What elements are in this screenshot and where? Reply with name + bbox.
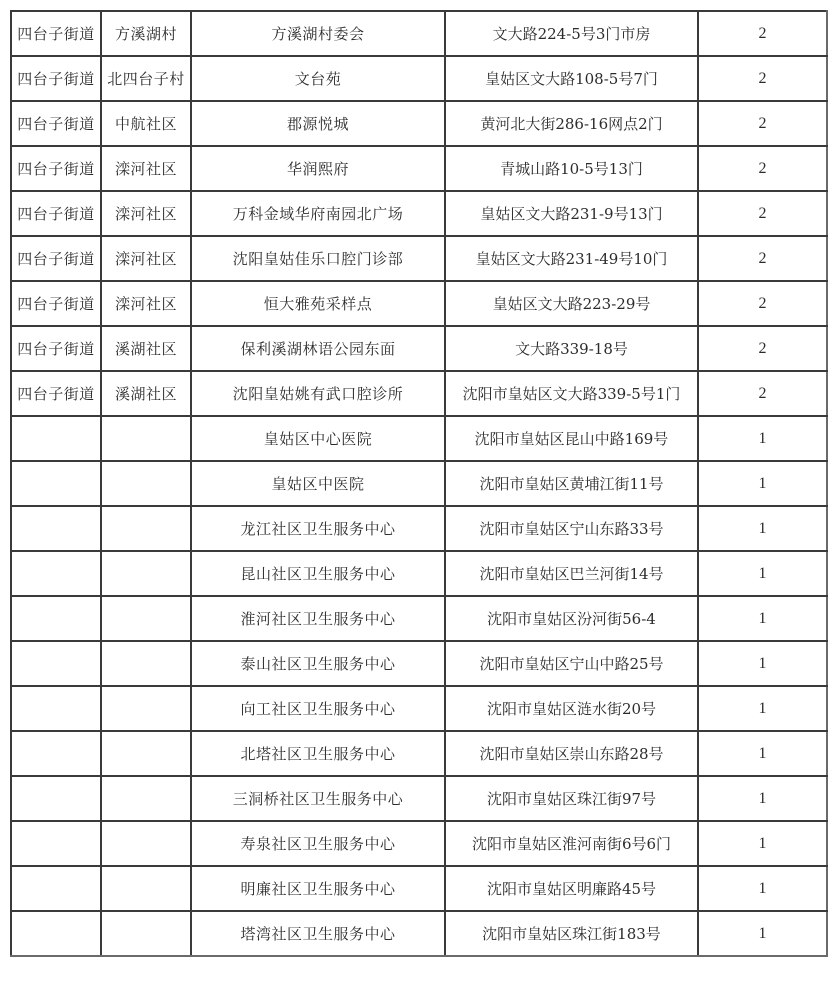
address-cell: 青城山路10-5号13门 <box>445 146 698 191</box>
table-row <box>11 686 827 731</box>
address-cell: 沈阳市皇姑区珠江街183号 <box>445 911 698 956</box>
address-cell: 沈阳市皇姑区崇山东路28号 <box>445 731 698 776</box>
count-cell: 2 <box>698 146 827 191</box>
table-row <box>11 56 827 101</box>
address-cell: 沈阳市皇姑区宁山东路33号 <box>445 506 698 551</box>
community-cell <box>101 416 191 461</box>
street-cell: 四台子街道 <box>11 146 101 191</box>
site-name-cell: 北塔社区卫生服务中心 <box>191 731 445 776</box>
count-cell: 2 <box>698 236 827 281</box>
community-cell <box>101 911 191 956</box>
count-cell: 2 <box>698 11 827 56</box>
address-cell: 文大路339-18号 <box>445 326 698 371</box>
site-name-cell: 向工社区卫生服务中心 <box>191 686 445 731</box>
street-cell: 四台子街道 <box>11 281 101 326</box>
community-cell: 中航社区 <box>101 101 191 146</box>
street-cell <box>11 866 101 911</box>
address-cell: 沈阳市皇姑区涟水街20号 <box>445 686 698 731</box>
count-cell: 2 <box>698 371 827 416</box>
community-cell <box>101 641 191 686</box>
community-cell: 滦河社区 <box>101 281 191 326</box>
street-cell <box>11 416 101 461</box>
street-cell: 四台子街道 <box>11 371 101 416</box>
site-name-cell: 淮河社区卫生服务中心 <box>191 596 445 641</box>
table-row <box>11 281 827 326</box>
street-cell: 四台子街道 <box>11 101 101 146</box>
count-cell: 1 <box>698 416 827 461</box>
site-name-cell: 昆山社区卫生服务中心 <box>191 551 445 596</box>
site-name-cell: 万科金域华府南园北广场 <box>191 191 445 236</box>
table-body <box>11 11 827 956</box>
table-row <box>11 146 827 191</box>
community-cell <box>101 686 191 731</box>
table-row <box>11 236 827 281</box>
table-row <box>11 866 827 911</box>
site-name-cell: 皇姑区中心医院 <box>191 416 445 461</box>
table-row <box>11 596 827 641</box>
table-row <box>11 911 827 956</box>
table-row <box>11 776 827 821</box>
site-name-cell: 三洞桥社区卫生服务中心 <box>191 776 445 821</box>
site-name-cell: 方溪湖村委会 <box>191 11 445 56</box>
site-name-cell: 恒大雅苑采样点 <box>191 281 445 326</box>
community-cell: 滦河社区 <box>101 191 191 236</box>
address-cell: 沈阳市皇姑区昆山中路169号 <box>445 416 698 461</box>
address-cell: 沈阳市皇姑区明廉路45号 <box>445 866 698 911</box>
address-cell: 黄河北大街286-16网点2门 <box>445 101 698 146</box>
table-row <box>11 551 827 596</box>
count-cell: 1 <box>698 551 827 596</box>
count-cell: 1 <box>698 866 827 911</box>
count-cell: 1 <box>698 461 827 506</box>
community-cell <box>101 821 191 866</box>
table-row <box>11 461 827 506</box>
table-row <box>11 191 827 236</box>
table-row <box>11 416 827 461</box>
site-name-cell: 华润熙府 <box>191 146 445 191</box>
table-row <box>11 371 827 416</box>
address-cell: 文大路224-5号3门市房 <box>445 11 698 56</box>
site-name-cell: 明廉社区卫生服务中心 <box>191 866 445 911</box>
community-cell <box>101 776 191 821</box>
address-cell: 皇姑区文大路231-49号10门 <box>445 236 698 281</box>
address-cell: 皇姑区文大路108-5号7门 <box>445 56 698 101</box>
street-cell <box>11 821 101 866</box>
count-cell: 2 <box>698 281 827 326</box>
table-row <box>11 641 827 686</box>
count-cell: 1 <box>698 776 827 821</box>
community-cell: 溪湖社区 <box>101 371 191 416</box>
street-cell <box>11 461 101 506</box>
count-cell: 1 <box>698 731 827 776</box>
count-cell: 1 <box>698 686 827 731</box>
count-cell: 2 <box>698 56 827 101</box>
street-cell: 四台子街道 <box>11 236 101 281</box>
street-cell <box>11 551 101 596</box>
count-cell: 1 <box>698 911 827 956</box>
address-cell: 皇姑区文大路223-29号 <box>445 281 698 326</box>
count-cell: 1 <box>698 506 827 551</box>
table-row <box>11 506 827 551</box>
table-row <box>11 101 827 146</box>
address-cell: 沈阳市皇姑区汾河街56-4 <box>445 596 698 641</box>
street-cell <box>11 686 101 731</box>
site-name-cell: 塔湾社区卫生服务中心 <box>191 911 445 956</box>
community-cell: 北四台子村 <box>101 56 191 101</box>
table-row <box>11 326 827 371</box>
site-name-cell: 保利溪湖林语公园东面 <box>191 326 445 371</box>
community-cell <box>101 506 191 551</box>
sampling-sites-sheet <box>10 10 828 957</box>
count-cell: 1 <box>698 596 827 641</box>
site-name-cell: 寿泉社区卫生服务中心 <box>191 821 445 866</box>
site-name-cell: 沈阳皇姑姚有武口腔诊所 <box>191 371 445 416</box>
address-cell: 沈阳市皇姑区巴兰河街14号 <box>445 551 698 596</box>
count-cell: 1 <box>698 641 827 686</box>
address-cell: 沈阳市皇姑区文大路339-5号1门 <box>445 371 698 416</box>
community-cell <box>101 551 191 596</box>
site-name-cell: 文台苑 <box>191 56 445 101</box>
site-name-cell: 龙江社区卫生服务中心 <box>191 506 445 551</box>
street-cell <box>11 506 101 551</box>
address-cell: 皇姑区文大路231-9号13门 <box>445 191 698 236</box>
street-cell <box>11 731 101 776</box>
count-cell: 2 <box>698 326 827 371</box>
table-row <box>11 11 827 56</box>
community-cell: 方溪湖村 <box>101 11 191 56</box>
count-cell: 2 <box>698 191 827 236</box>
community-cell <box>101 866 191 911</box>
site-name-cell: 郡源悦城 <box>191 101 445 146</box>
site-name-cell: 皇姑区中医院 <box>191 461 445 506</box>
sampling-sites-table <box>10 10 828 957</box>
address-cell: 沈阳市皇姑区淮河南街6号6门 <box>445 821 698 866</box>
address-cell: 沈阳市皇姑区珠江街97号 <box>445 776 698 821</box>
address-cell: 沈阳市皇姑区黄埔江街11号 <box>445 461 698 506</box>
street-cell <box>11 596 101 641</box>
table-row <box>11 821 827 866</box>
street-cell <box>11 641 101 686</box>
street-cell: 四台子街道 <box>11 191 101 236</box>
count-cell: 1 <box>698 821 827 866</box>
community-cell: 滦河社区 <box>101 236 191 281</box>
table-row <box>11 731 827 776</box>
street-cell: 四台子街道 <box>11 11 101 56</box>
community-cell <box>101 461 191 506</box>
site-name-cell: 泰山社区卫生服务中心 <box>191 641 445 686</box>
address-cell: 沈阳市皇姑区宁山中路25号 <box>445 641 698 686</box>
street-cell <box>11 911 101 956</box>
site-name-cell: 沈阳皇姑佳乐口腔门诊部 <box>191 236 445 281</box>
community-cell <box>101 596 191 641</box>
street-cell: 四台子街道 <box>11 326 101 371</box>
street-cell: 四台子街道 <box>11 56 101 101</box>
count-cell: 2 <box>698 101 827 146</box>
street-cell <box>11 776 101 821</box>
community-cell: 溪湖社区 <box>101 326 191 371</box>
community-cell: 滦河社区 <box>101 146 191 191</box>
community-cell <box>101 731 191 776</box>
